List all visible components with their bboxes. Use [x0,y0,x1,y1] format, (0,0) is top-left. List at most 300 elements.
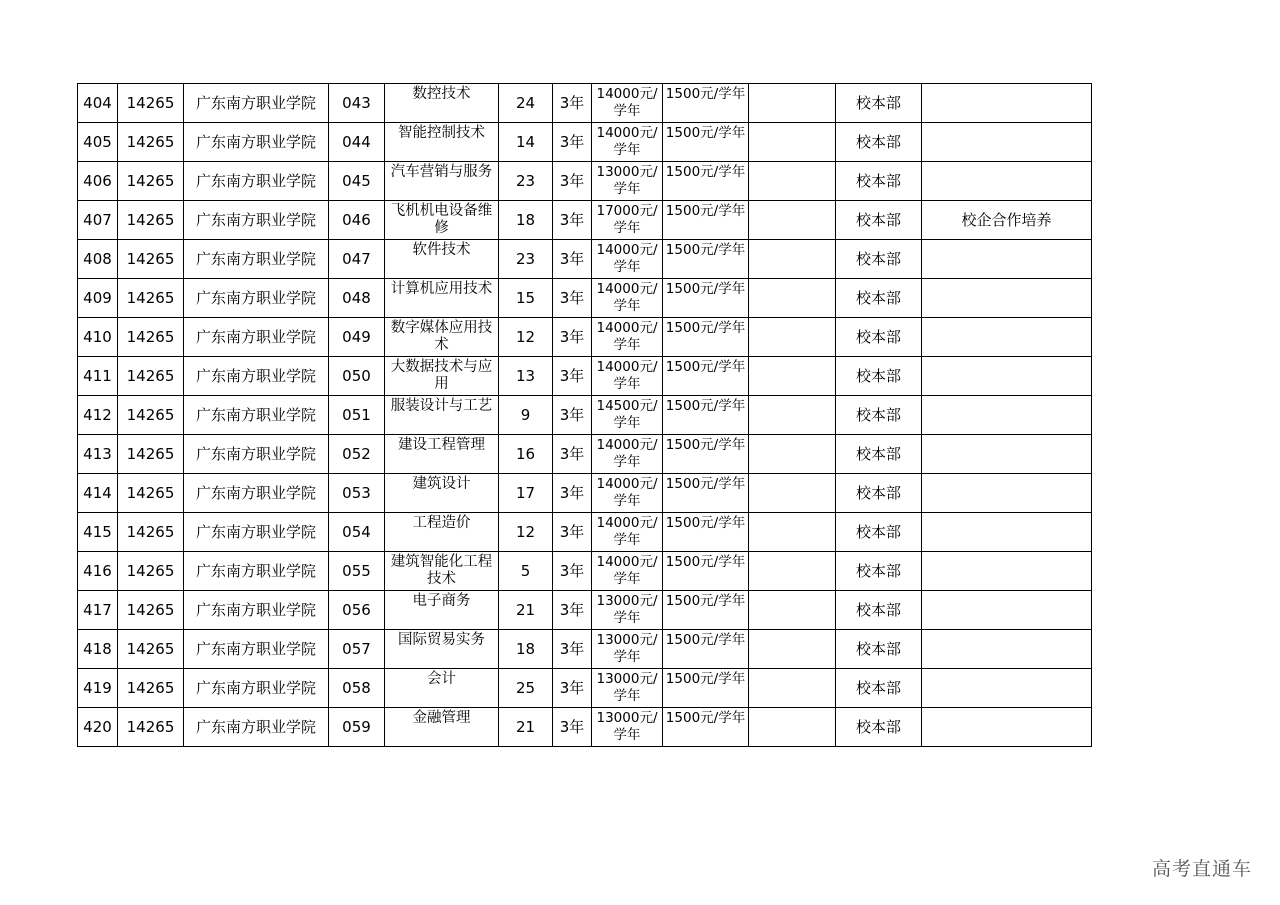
plan-count-cell [499,708,553,747]
empty-cell [749,630,836,669]
plan-count-cell [499,318,553,357]
major-name-cell [385,474,499,513]
duration-cell-text: 3年 [559,94,585,112]
school-code-cell [118,513,184,552]
row-number-cell-text: 414 [83,484,112,502]
school-code-cell [118,84,184,123]
duration-cell-text: 3年 [559,484,585,502]
note-cell [922,708,1092,747]
tuition-cell-text: 14000元/学年 [596,553,658,587]
note-cell [922,669,1092,708]
major-code-cell [329,357,385,396]
accommodation-fee-cell [663,630,749,669]
plan-count-cell-text: 16 [515,445,536,463]
empty-cell [749,279,836,318]
table-row [78,669,1092,708]
duration-cell [553,162,592,201]
major-name-cell-text: 服装设计与工艺 [390,397,493,414]
empty-cell [749,240,836,279]
tuition-cell-text: 13000元/学年 [596,592,658,626]
empty-cell [749,591,836,630]
accommodation-fee-cell [663,708,749,747]
empty-cell-text [749,553,835,589]
empty-cell-text [749,358,835,394]
school-name-cell-text: 广东南方职业学院 [195,523,316,541]
school-name-cell [184,318,329,357]
empty-cell [749,474,836,513]
note-cell [922,162,1092,201]
campus-cell-text: 校本部 [855,328,901,346]
tuition-cell [592,84,663,123]
school-code-cell [118,591,184,630]
plan-count-cell [499,357,553,396]
campus-cell [836,630,922,669]
row-number-cell [78,123,118,162]
school-code-cell-text: 14265 [126,718,175,736]
empty-cell [749,201,836,240]
plan-count-cell-text: 12 [515,523,536,541]
accommodation-fee-cell-text: 1500元/学年 [665,475,746,492]
row-number-cell [78,201,118,240]
accommodation-fee-cell [663,357,749,396]
empty-cell-text [749,124,835,160]
school-name-cell [184,84,329,123]
empty-cell-text [749,709,835,745]
row-number-cell-text: 415 [83,523,112,541]
school-name-cell-text: 广东南方职业学院 [195,289,316,307]
watermark-text: 高考直通车 [1151,858,1252,880]
row-number-cell-text: 417 [83,601,112,619]
accommodation-fee-cell [663,669,749,708]
school-code-cell [118,474,184,513]
major-name-cell [385,552,499,591]
row-number-cell-text: 419 [83,679,112,697]
plan-count-cell [499,435,553,474]
table-row [78,591,1092,630]
tuition-cell [592,279,663,318]
major-name-cell-text: 计算机应用技术 [390,280,493,297]
note-cell [922,318,1092,357]
campus-cell [836,552,922,591]
accommodation-fee-cell [663,396,749,435]
accommodation-fee-cell [663,591,749,630]
tuition-cell-text: 14000元/学年 [596,436,658,470]
major-code-cell [329,630,385,669]
campus-cell-text: 校本部 [855,523,901,541]
school-code-cell-text: 14265 [126,94,175,112]
tuition-cell-text: 14000元/学年 [596,358,658,392]
school-name-cell [184,396,329,435]
note-cell [922,84,1092,123]
table-row [78,162,1092,201]
major-name-cell [385,513,499,552]
school-name-cell [184,357,329,396]
table-row [78,630,1092,669]
accommodation-fee-cell-text: 1500元/学年 [665,319,746,336]
plan-count-cell [499,123,553,162]
major-name-cell [385,630,499,669]
campus-cell-text: 校本部 [855,367,901,385]
tuition-cell-text: 13000元/学年 [596,709,658,743]
campus-cell-text: 校本部 [855,172,901,190]
duration-cell-text: 3年 [559,640,585,658]
row-number-cell [78,84,118,123]
plan-count-cell [499,630,553,669]
tuition-cell [592,630,663,669]
tuition-cell [592,513,663,552]
school-code-cell-text: 14265 [126,640,175,658]
note-cell-text [922,592,1091,628]
plan-count-cell-text: 23 [515,250,536,268]
note-cell-text [922,436,1091,472]
duration-cell [553,84,592,123]
major-code-cell-text: 051 [342,406,371,424]
duration-cell-text: 3年 [559,445,585,463]
campus-cell-text: 校本部 [855,289,901,307]
note-cell [922,357,1092,396]
school-name-cell-text: 广东南方职业学院 [195,718,316,736]
major-name-cell [385,84,499,123]
note-cell-text [922,163,1091,199]
duration-cell [553,513,592,552]
major-code-cell-text: 055 [342,562,371,580]
plan-count-cell-text: 21 [515,718,536,736]
accommodation-fee-cell [663,279,749,318]
enrollment-table [77,83,1092,747]
accommodation-fee-cell-text: 1500元/学年 [665,436,746,453]
tuition-cell-text: 14000元/学年 [596,514,658,548]
tuition-cell [592,708,663,747]
empty-cell-text [749,163,835,199]
tuition-cell [592,162,663,201]
accommodation-fee-cell-text: 1500元/学年 [665,670,746,687]
plan-count-cell-text: 18 [515,211,536,229]
school-code-cell [118,357,184,396]
row-number-cell-text: 418 [83,640,112,658]
school-name-cell [184,591,329,630]
school-name-cell [184,435,329,474]
duration-cell [553,357,592,396]
row-number-cell-text: 420 [83,718,112,736]
row-number-cell-text: 406 [83,172,112,190]
row-number-cell [78,240,118,279]
duration-cell [553,123,592,162]
accommodation-fee-cell-text: 1500元/学年 [665,631,746,648]
major-code-cell [329,279,385,318]
duration-cell [553,591,592,630]
accommodation-fee-cell-text: 1500元/学年 [665,280,746,297]
major-code-cell [329,318,385,357]
school-code-cell-text: 14265 [126,679,175,697]
school-code-cell-text: 14265 [126,406,175,424]
campus-cell [836,357,922,396]
row-number-cell-text: 410 [83,328,112,346]
major-name-cell [385,240,499,279]
school-name-cell [184,630,329,669]
major-code-cell [329,708,385,747]
major-code-cell-text: 052 [342,445,371,463]
campus-cell-text: 校本部 [855,406,901,424]
accommodation-fee-cell-text: 1500元/学年 [665,163,746,180]
major-code-cell [329,552,385,591]
note-cell-text [922,709,1091,745]
duration-cell-text: 3年 [559,523,585,541]
duration-cell-text: 3年 [559,328,585,346]
school-name-cell [184,474,329,513]
campus-cell [836,123,922,162]
accommodation-fee-cell [663,474,749,513]
school-name-cell [184,240,329,279]
plan-count-cell-text: 18 [515,640,536,658]
campus-cell-text: 校本部 [855,601,901,619]
note-cell-text [922,475,1091,511]
plan-count-cell-text: 9 [520,406,531,424]
empty-cell [749,318,836,357]
campus-cell [836,162,922,201]
row-number-cell-text: 405 [83,133,112,151]
school-code-cell [118,123,184,162]
plan-count-cell-text: 17 [515,484,536,502]
row-number-cell-text: 407 [83,211,112,229]
tuition-cell [592,318,663,357]
duration-cell [553,669,592,708]
row-number-cell-text: 411 [83,367,112,385]
major-name-cell [385,396,499,435]
plan-count-cell [499,474,553,513]
school-code-cell [118,318,184,357]
tuition-cell-text: 14000元/学年 [596,85,658,119]
accommodation-fee-cell-text: 1500元/学年 [665,85,746,102]
row-number-cell-text: 412 [83,406,112,424]
major-name-cell-text: 会计 [427,670,456,687]
empty-cell-text [749,592,835,628]
tuition-cell-text: 14000元/学年 [596,475,658,509]
major-name-cell [385,669,499,708]
note-cell-text [922,397,1091,433]
empty-cell-text [749,514,835,550]
school-code-cell-text: 14265 [126,367,175,385]
plan-count-cell [499,513,553,552]
tuition-cell [592,396,663,435]
duration-cell [553,279,592,318]
row-number-cell [78,357,118,396]
major-name-cell [385,123,499,162]
campus-cell-text: 校本部 [855,445,901,463]
major-code-cell [329,435,385,474]
empty-cell [749,84,836,123]
accommodation-fee-cell-text: 1500元/学年 [665,553,746,570]
row-number-cell [78,396,118,435]
accommodation-fee-cell [663,201,749,240]
note-cell-text [922,85,1091,121]
major-code-cell-text: 045 [342,172,371,190]
school-name-cell-text: 广东南方职业学院 [195,601,316,619]
school-code-cell-text: 14265 [126,250,175,268]
school-name-cell [184,162,329,201]
school-code-cell [118,435,184,474]
school-name-cell [184,279,329,318]
empty-cell [749,513,836,552]
campus-cell [836,591,922,630]
major-name-cell-text: 软件技术 [412,241,471,258]
school-name-cell-text: 广东南方职业学院 [195,211,316,229]
table-body [78,84,1092,747]
campus-cell [836,708,922,747]
major-code-cell-text: 059 [342,718,371,736]
school-name-cell [184,123,329,162]
empty-cell-text [749,85,835,121]
row-number-cell [78,552,118,591]
major-name-cell [385,708,499,747]
row-number-cell-text: 416 [83,562,112,580]
plan-count-cell [499,552,553,591]
major-code-cell [329,123,385,162]
major-code-cell-text: 053 [342,484,371,502]
major-name-cell [385,162,499,201]
table-row [78,513,1092,552]
duration-cell-text: 3年 [559,679,585,697]
school-code-cell [118,201,184,240]
major-code-cell-text: 048 [342,289,371,307]
accommodation-fee-cell [663,240,749,279]
note-cell-text [922,358,1091,394]
duration-cell [553,396,592,435]
empty-cell-text [749,436,835,472]
school-name-cell-text: 广东南方职业学院 [195,640,316,658]
plan-count-cell [499,201,553,240]
tuition-cell [592,591,663,630]
major-code-cell-text: 054 [342,523,371,541]
note-cell [922,474,1092,513]
school-name-cell-text: 广东南方职业学院 [195,94,316,112]
note-cell-text: 校企合作培养 [961,211,1052,229]
tuition-cell [592,123,663,162]
tuition-cell [592,240,663,279]
school-code-cell [118,552,184,591]
major-code-cell [329,669,385,708]
school-name-cell-text: 广东南方职业学院 [195,406,316,424]
accommodation-fee-cell [663,435,749,474]
major-name-cell-text: 国际贸易实务 [398,631,485,648]
accommodation-fee-cell-text: 1500元/学年 [665,241,746,258]
accommodation-fee-cell-text: 1500元/学年 [665,358,746,375]
empty-cell [749,669,836,708]
school-code-cell-text: 14265 [126,562,175,580]
accommodation-fee-cell [663,84,749,123]
tuition-cell-text: 17000元/学年 [596,202,658,236]
tuition-cell-text: 14000元/学年 [596,319,658,353]
duration-cell-text: 3年 [559,406,585,424]
major-code-cell-text: 043 [342,94,371,112]
duration-cell [553,318,592,357]
plan-count-cell [499,669,553,708]
tuition-cell [592,669,663,708]
table-row [78,279,1092,318]
duration-cell [553,240,592,279]
school-name-cell-text: 广东南方职业学院 [195,133,316,151]
duration-cell-text: 3年 [559,601,585,619]
note-cell-text [922,553,1091,589]
accommodation-fee-cell-text: 1500元/学年 [665,124,746,141]
major-code-cell [329,513,385,552]
tuition-cell [592,552,663,591]
accommodation-fee-cell [663,162,749,201]
tuition-cell [592,357,663,396]
empty-cell-text [749,319,835,355]
row-number-cell [78,591,118,630]
empty-cell [749,396,836,435]
row-number-cell-text: 408 [83,250,112,268]
school-code-cell-text: 14265 [126,484,175,502]
tuition-cell-text: 13000元/学年 [596,163,658,197]
school-code-cell-text: 14265 [126,133,175,151]
duration-cell-text: 3年 [559,172,585,190]
duration-cell-text: 3年 [559,367,585,385]
major-name-cell [385,591,499,630]
note-cell-text [922,280,1091,316]
school-code-cell-text: 14265 [126,211,175,229]
plan-count-cell [499,240,553,279]
note-cell-text [922,631,1091,667]
major-name-cell [385,435,499,474]
empty-cell [749,435,836,474]
accommodation-fee-cell-text: 1500元/学年 [665,592,746,609]
row-number-cell-text: 409 [83,289,112,307]
note-cell-text [922,319,1091,355]
school-name-cell-text: 广东南方职业学院 [195,484,316,502]
campus-cell [836,474,922,513]
row-number-cell [78,474,118,513]
campus-cell [836,201,922,240]
plan-count-cell [499,279,553,318]
tuition-cell [592,474,663,513]
school-code-cell-text: 14265 [126,289,175,307]
table-row [78,201,1092,240]
accommodation-fee-cell-text: 1500元/学年 [665,514,746,531]
tuition-cell-text: 14500元/学年 [596,397,658,431]
accommodation-fee-cell-text: 1500元/学年 [665,202,746,219]
note-cell [922,279,1092,318]
school-name-cell [184,669,329,708]
school-code-cell [118,162,184,201]
table-row [78,396,1092,435]
campus-cell [836,513,922,552]
note-cell [922,123,1092,162]
school-code-cell [118,708,184,747]
major-name-cell-text: 电子商务 [412,592,471,609]
duration-cell-text: 3年 [559,250,585,268]
plan-count-cell [499,162,553,201]
tuition-cell-text: 13000元/学年 [596,670,658,704]
major-code-cell [329,240,385,279]
campus-cell [836,396,922,435]
table-row [78,84,1092,123]
empty-cell [749,162,836,201]
tuition-cell [592,201,663,240]
table-row [78,123,1092,162]
school-name-cell [184,708,329,747]
major-code-cell [329,162,385,201]
row-number-cell [78,669,118,708]
tuition-cell-text: 14000元/学年 [596,241,658,275]
major-code-cell-text: 049 [342,328,371,346]
duration-cell [553,708,592,747]
empty-cell [749,123,836,162]
note-cell [922,240,1092,279]
campus-cell [836,669,922,708]
note-cell-text [922,514,1091,550]
school-name-cell [184,552,329,591]
